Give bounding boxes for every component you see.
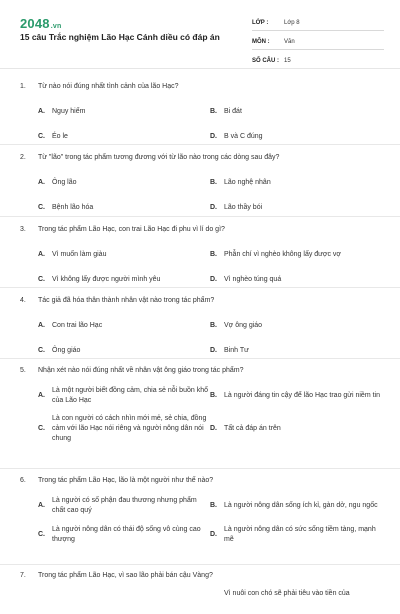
option-text: Bệnh lão hóa <box>52 204 94 211</box>
answer-options <box>38 107 382 157</box>
answer-options <box>38 589 382 614</box>
answer-options <box>38 321 382 371</box>
option-a[interactable] <box>38 589 210 599</box>
option-a[interactable] <box>38 321 210 331</box>
option-c[interactable] <box>38 275 210 285</box>
question-number: 2. <box>20 154 26 161</box>
option-text: Là người có số phận đau thương nhưng phẩm chất cao quý <box>52 497 197 514</box>
page-header <box>0 0 400 68</box>
option-d[interactable] <box>210 414 382 444</box>
option-letter: B. <box>210 502 217 509</box>
option-letter: A. <box>38 251 45 258</box>
option-letter: A. <box>38 179 45 186</box>
option-letter: C. <box>38 133 45 140</box>
option-b[interactable] <box>210 589 382 599</box>
question-divider <box>0 358 400 359</box>
option-text: Lão thầy bói <box>224 204 263 211</box>
meta-subject-label: MÔN : <box>252 38 270 45</box>
question-number: 3. <box>20 226 26 233</box>
option-d[interactable] <box>210 203 382 213</box>
question-1 <box>20 82 382 157</box>
option-d[interactable] <box>210 132 382 142</box>
question-stem <box>20 571 382 581</box>
logo-suffix: .vn <box>50 23 62 30</box>
question-number: 6. <box>20 477 26 484</box>
option-text: Là người nông dân có thái độ sống vô cùng cao thượng <box>52 526 201 543</box>
question-text: Nhận xét nào nói đúng nhất về nhân vật ông giáo trong tác phẩm? <box>38 367 244 374</box>
option-text: Tất cả đáp án trên <box>224 425 281 432</box>
option-c[interactable] <box>38 132 210 142</box>
question-number: 5. <box>20 367 26 374</box>
meta-count-value: 15 <box>284 57 291 64</box>
option-letter: A. <box>38 108 45 115</box>
option-text: Nguy hiểm <box>52 108 86 115</box>
question-5 <box>20 366 382 452</box>
option-b[interactable] <box>210 321 382 331</box>
question-text: Trong tác phẩm Lão Hạc, vì sao lão phải bán cậu Vàng? <box>38 572 213 579</box>
option-letter: D. <box>210 204 217 211</box>
question-divider <box>0 144 400 145</box>
option-text: Vợ ông giáo <box>224 322 263 329</box>
option-d[interactable] <box>210 346 382 356</box>
meta-count <box>252 53 384 69</box>
answer-options <box>38 178 382 228</box>
option-text: Phẫn chí vì nghèo không lấy được vợ <box>224 251 341 258</box>
question-stem <box>20 476 382 486</box>
option-text: Vì nghèo túng quá <box>224 276 282 283</box>
option-letter: B. <box>210 108 217 115</box>
option-c[interactable] <box>38 346 210 356</box>
option-b[interactable] <box>210 250 382 260</box>
meta-subject-value: Văn <box>284 38 295 45</box>
option-text: Vì muốn làm giàu <box>52 251 107 258</box>
header-divider <box>0 68 400 69</box>
question-7 <box>20 571 382 614</box>
option-b[interactable] <box>210 107 382 117</box>
option-letter: D. <box>210 276 217 283</box>
question-6 <box>20 476 382 554</box>
option-b[interactable] <box>210 386 382 406</box>
option-letter: D. <box>210 347 217 354</box>
option-text: Là một người biết đồng cảm, chia sẻ nỗi buồn khổ của Lão Hạc <box>52 387 208 404</box>
question-text: Từ "lão" trong tác phẩm tương đương với từ lão nào trong các dòng sau đây? <box>38 154 280 161</box>
question-stem <box>20 296 382 306</box>
option-letter: B. <box>210 322 217 329</box>
question-text: Trong tác phẩm Lão Hạc, lão là một người như thế nào? <box>38 477 214 484</box>
meta-grade-value: Lớp 8 <box>284 19 300 26</box>
option-a[interactable] <box>38 107 210 117</box>
option-b[interactable] <box>210 496 382 516</box>
option-text: Là người nông dân có sức sống tiềm tàng, mạnh mẽ <box>224 526 376 543</box>
option-text: Bi đát <box>224 108 242 115</box>
question-divider <box>0 468 400 469</box>
option-b[interactable] <box>210 178 382 188</box>
option-letter: D. <box>210 133 217 140</box>
option-letter: C. <box>38 531 45 538</box>
answer-options <box>38 496 382 554</box>
question-number: 7. <box>20 572 26 579</box>
option-letter: D. <box>210 531 217 538</box>
option-letter: C. <box>38 425 45 432</box>
option-text: Vì không lấy được người mình yêu <box>52 276 161 283</box>
question-text: Tác giả đã hóa thân thành nhân vật nào trong tác phẩm? <box>38 297 215 304</box>
option-text: Là con người có cách nhìn mới mẻ, sẻ chia, đồng cảm với lão Hạc nói riêng và người nông dân nói chung <box>52 415 207 442</box>
document-title: 15 câu Trắc nghiệm Lão Hạc Cánh diều có đáp án <box>20 32 220 42</box>
document-meta <box>252 15 384 72</box>
answer-options <box>38 250 382 300</box>
option-letter: C. <box>38 204 45 211</box>
option-text: Éo le <box>52 133 68 140</box>
answer-options <box>38 386 382 452</box>
question-text: Từ nào nói đúng nhất tình cảnh của lão Hạc? <box>38 83 179 90</box>
option-text: Vì nuôi con chó sẽ phải tiêu vào tiền của <box>224 590 350 597</box>
option-letter: A. <box>38 322 45 329</box>
option-d[interactable] <box>210 275 382 285</box>
option-letter: B. <box>210 179 217 186</box>
question-number: 1. <box>20 83 26 90</box>
question-text: Trong tác phẩm Lão Hạc, con trai Lão Hạc đi phu vì lí do gì? <box>38 226 225 233</box>
option-text: Là người đáng tin cậy để lão Hạc trao gửi niềm tin <box>224 392 380 399</box>
option-text: Là người nông dân sống ích kỉ, gàn dở, ngu ngốc <box>224 502 378 509</box>
option-a[interactable] <box>38 496 210 516</box>
option-text: B và C đúng <box>224 133 263 140</box>
option-letter: A. <box>38 502 45 509</box>
option-text: Binh Tư <box>224 347 249 354</box>
option-letter: A. <box>38 392 45 399</box>
option-a[interactable] <box>38 386 210 406</box>
question-stem <box>20 225 382 235</box>
option-a[interactable] <box>38 250 210 260</box>
option-text: Ông giáo <box>52 347 81 354</box>
option-letter: D. <box>210 425 217 432</box>
option-c[interactable] <box>38 414 210 444</box>
meta-subject <box>252 34 384 50</box>
logo-text: 2048 <box>20 16 50 31</box>
option-text: Ông lão <box>52 179 77 186</box>
question-4 <box>20 296 382 371</box>
option-c[interactable] <box>38 203 210 213</box>
option-letter: C. <box>38 347 45 354</box>
question-3 <box>20 225 382 300</box>
question-stem <box>20 82 382 92</box>
question-number: 4. <box>20 297 26 304</box>
option-letter: C. <box>38 276 45 283</box>
option-text: Lão nghệ nhân <box>224 179 271 186</box>
option-letter: B. <box>210 251 217 258</box>
question-stem <box>20 366 382 376</box>
option-d[interactable] <box>210 525 382 545</box>
question-divider <box>0 564 400 565</box>
option-a[interactable] <box>38 178 210 188</box>
meta-grade <box>252 15 384 31</box>
option-c[interactable] <box>38 525 210 545</box>
meta-count-label: SỐ CÂU : <box>252 57 279 64</box>
question-divider <box>0 216 400 217</box>
option-letter: B. <box>210 392 217 399</box>
question-divider <box>0 287 400 288</box>
meta-grade-label: LỚP : <box>252 19 269 26</box>
option-text: Con trai lão Hạc <box>52 322 103 329</box>
question-stem <box>20 153 382 163</box>
site-logo[interactable] <box>20 16 61 31</box>
